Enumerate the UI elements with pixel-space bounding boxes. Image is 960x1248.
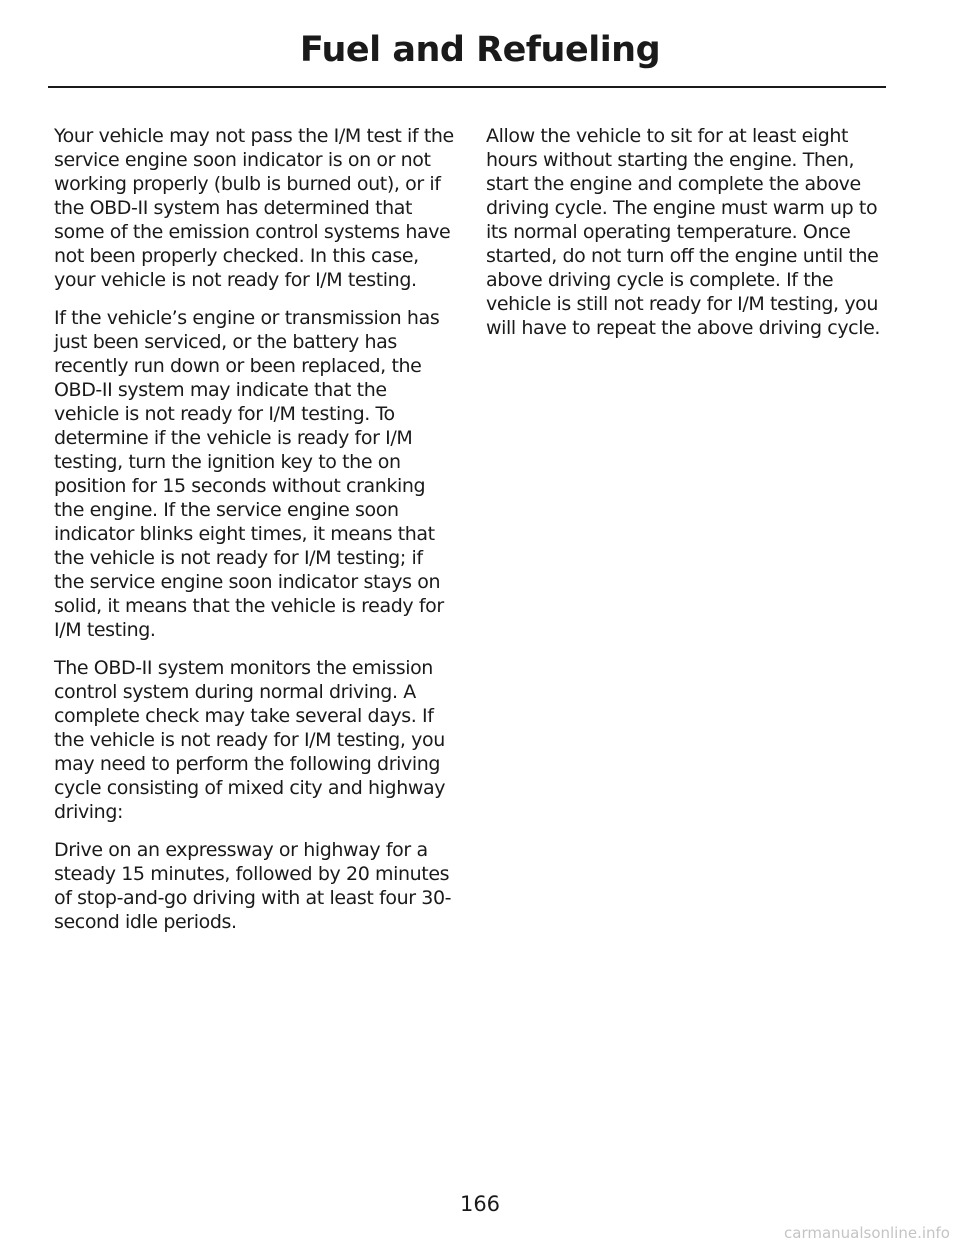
header-divider bbox=[48, 86, 886, 88]
paragraph-im-test-failure: Your vehicle may not pass the I/M test if the service engine soon indicator is on or not working properly (bulb is burned out), or if the OBD-II system has determined that some of the emission control systems have not been properly checked. In this case, your vehicle is not ready for I/M testing. bbox=[54, 125, 454, 291]
page-number: 166 bbox=[459, 1192, 501, 1216]
watermark-text: carmanualsonline.info bbox=[784, 1224, 950, 1242]
paragraph-readiness-check: If the vehicle’s engine or transmission has just been serviced, or the battery has recently run down or been replaced, the OBD-II system may indicate that the vehicle is not ready for I/M testing. To determine if the vehicle is ready for I/M testing, turn the ignition key to the on position for 15 seconds without cranking the engine. If the service engine soon indicator blinks eight times, it means that the vehicle is not ready for I/M testing; if the service engine soon indicator stays on solid, it means that the vehicle is ready for I/M testing. bbox=[54, 307, 444, 641]
paragraph-driving-instructions: Drive on an expressway or highway for a steady 15 minutes, followed by 20 minutes of stop-and-go driving with at least four 30-second idle periods. bbox=[54, 839, 452, 933]
paragraph-obd-monitoring: The OBD-II system monitors the emission control system during normal driving. A complete check may take several days. If the vehicle is not ready for I/M testing, you may need to perform the following driving cycle consisting of mixed city and highway driving: bbox=[54, 657, 446, 823]
paragraph-repeat-cycle: Allow the vehicle to sit for at least eight hours without starting the engine. Then, start the engine and complete the above driving cycle. The engine must warm up to its normal operating temperature. Once started, do not turn off the engine until the above driving cycle is complete. If the vehicle is still not ready for I/M testing, you will have to repeat the above driving cycle. bbox=[486, 125, 881, 339]
right-column bbox=[486, 124, 886, 354]
page-title: Fuel and Refueling bbox=[299, 30, 661, 70]
left-column bbox=[54, 124, 454, 948]
